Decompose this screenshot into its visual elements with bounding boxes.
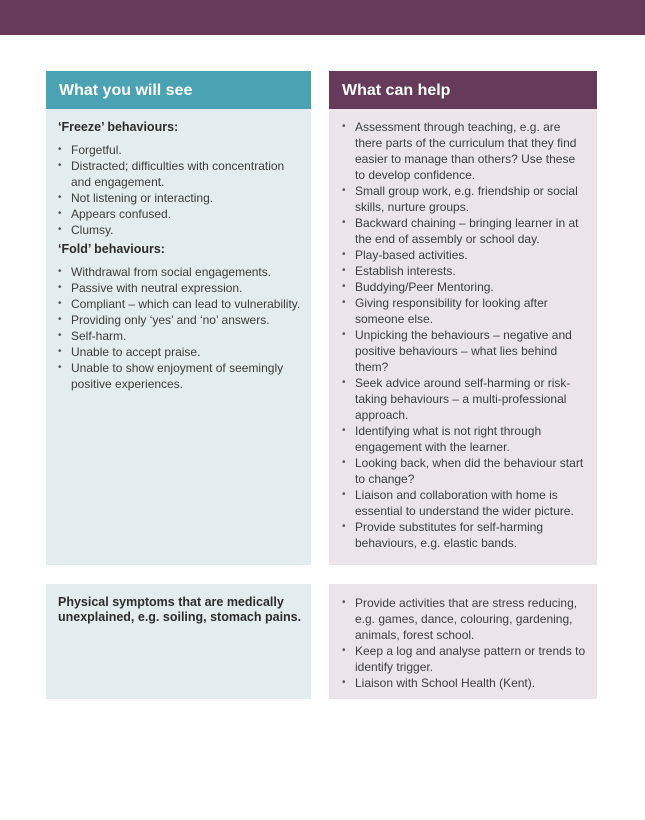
top-band bbox=[0, 0, 645, 35]
help-content bbox=[342, 119, 587, 551]
list-item: • Small group work, e.g. friendship or social skills, nurture groups. bbox=[342, 183, 587, 215]
list-item: • Buddying/Peer Mentoring. bbox=[342, 279, 587, 295]
help-header-label: What can help bbox=[342, 82, 451, 99]
list-item: • Liaison with School Health (Kent). bbox=[342, 675, 587, 691]
see-header-label: What you will see bbox=[59, 82, 193, 99]
list-item: • Passive with neutral expression. bbox=[58, 280, 303, 296]
see-content bbox=[58, 119, 303, 392]
list-item: • Unpicking the behaviours – negative and positive behaviours – what lies behind them? bbox=[342, 327, 587, 375]
list-item: • Provide substitutes for self-harming behaviours, e.g. elastic bands. bbox=[342, 519, 587, 551]
list-item: • Play-based activities. bbox=[342, 247, 587, 263]
help-list bbox=[342, 119, 587, 551]
list-item: • Establish interests. bbox=[342, 263, 587, 279]
physical-help-content bbox=[342, 595, 587, 691]
freeze-title: ‘Freeze’ behaviours: bbox=[58, 120, 179, 134]
list-item: • Keep a log and analyse pattern or trends to identify trigger. bbox=[342, 643, 587, 675]
list-item: • Backward chaining – bringing learner in at the end of assembly or school day. bbox=[342, 215, 587, 247]
list-item: • Unable to show enjoyment of seemingly positive experiences. bbox=[58, 360, 303, 392]
list-item: • Clumsy. bbox=[58, 222, 303, 238]
list-item: • Giving responsibility for looking after someone else. bbox=[342, 295, 587, 327]
list-item: • Provide activities that are stress reducing, e.g. games, dance, colouring, gardening, animals, forest school. bbox=[342, 595, 587, 643]
physical-help-list bbox=[342, 595, 587, 691]
list-item: • Distracted; difficulties with concentration and engagement. bbox=[58, 158, 303, 190]
help-header bbox=[329, 71, 597, 109]
list-item: • Not listening or interacting. bbox=[58, 190, 303, 206]
list-item: • Compliant – which can lead to vulnerability. bbox=[58, 296, 303, 312]
fold-title: ‘Fold’ behaviours: bbox=[58, 242, 165, 256]
list-item: • Providing only ‘yes’ and ‘no’ answers. bbox=[58, 312, 303, 328]
list-item: • Appears confused. bbox=[58, 206, 303, 222]
list-item: • Identifying what is not right through engagement with the learner. bbox=[342, 423, 587, 455]
physical-symptoms-content bbox=[58, 595, 303, 625]
see-header bbox=[46, 71, 311, 109]
list-item: • Looking back, when did the behaviour start to change? bbox=[342, 455, 587, 487]
physical-symptoms-text: Physical symptoms that are medically unexplained, e.g. soiling, stomach pains. bbox=[58, 595, 302, 624]
fold-list bbox=[58, 264, 303, 392]
list-item: • Seek advice around self-harming or risk-taking behaviours – a multi-professional approach. bbox=[342, 375, 587, 423]
list-item: • Self-harm. bbox=[58, 328, 303, 344]
list-item: • Assessment through teaching, e.g. are there parts of the curriculum that they find easier to manage than others? Use these to develop confidence. bbox=[342, 119, 587, 183]
freeze-list bbox=[58, 142, 303, 238]
list-item: • Unable to accept praise. bbox=[58, 344, 303, 360]
list-item: • Forgetful. bbox=[58, 142, 303, 158]
list-item: • Liaison and collaboration with home is essential to understand the wider picture. bbox=[342, 487, 587, 519]
list-item: • Withdrawal from social engagements. bbox=[58, 264, 303, 280]
